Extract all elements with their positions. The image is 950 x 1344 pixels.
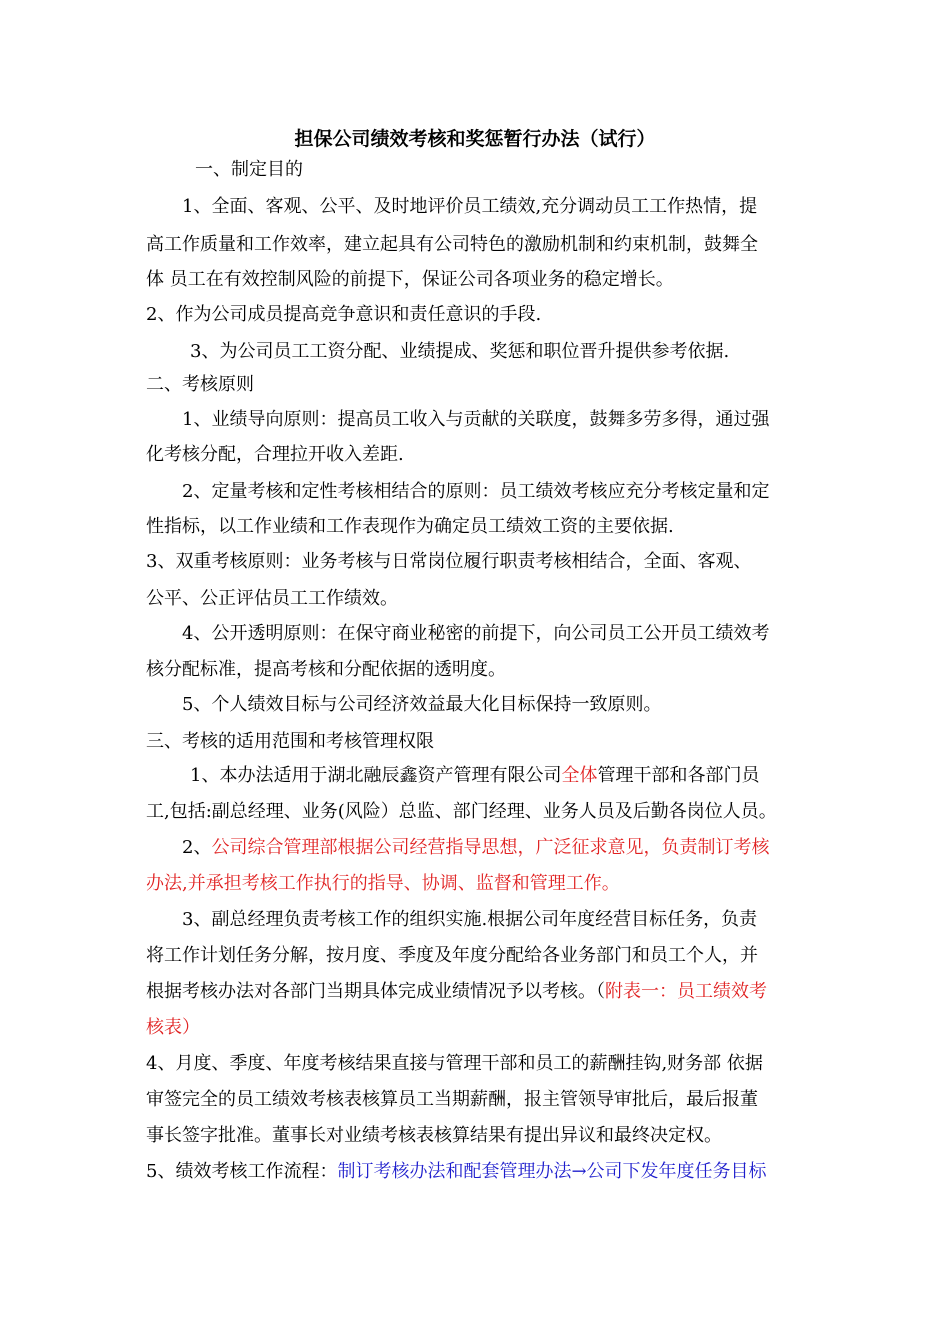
paragraph-line: 事长签字批准。董事长对业绩考核表核算结果有提出异议和最终决定权。 [146, 1125, 722, 1146]
paragraph-line: 3、为公司员工工资分配、业绩提成、奖惩和职位晋升提供参考依据. [190, 341, 730, 362]
paragraph-line [146, 980, 767, 1004]
paragraph-line: 公平、公正评估员工工作绩效。 [146, 588, 398, 609]
paragraph-line: 4、月度、季度、年度考核结果直接与管理干部和员工的薪酬挂钩,财务部 依据 [146, 1053, 763, 1074]
section-heading: 二、考核原则 [146, 374, 254, 395]
paragraph-line: 化考核分配，合理拉开收入差距. [146, 444, 404, 465]
highlight-text: 公司综合管理部根据公司经营指导思想，广泛征求意见，负责制订考核 [211, 837, 770, 858]
paragraph-line: 2、作为公司成员提高竞争意识和责任意识的手段. [146, 304, 542, 325]
highlight-text: 附表一：员工绩效考 [605, 981, 767, 1002]
highlight-text: 全体 [561, 765, 598, 786]
flow-text: 制订考核办法和配套管理办法→公司下发年度任务目标 [337, 1161, 767, 1182]
text-run: 2、 [182, 837, 212, 858]
paragraph-line: 性指标，以工作业绩和工作表现作为确定员工绩效工资的主要依据. [146, 516, 674, 537]
text-run: 1、本办法适用于湖北融辰鑫资产管理有限公司 [190, 765, 562, 786]
paragraph-line [190, 764, 759, 788]
paragraph-line: 工,包括:副总经理、业务(风险）总监、部门经理、业务人员及后勤各岗位人员。 [146, 801, 777, 822]
paragraph-line: 2、定量考核和定性考核相结合的原则：员工绩效考核应充分考核定量和定 [182, 481, 770, 502]
text-run: 根据考核办法对各部门当期具体完成业绩情况予以考核。（ [146, 981, 605, 1002]
paragraph-line: 核分配标准，提高考核和分配依据的透明度。 [146, 659, 506, 680]
text-run: 5、绩效考核工作流程： [146, 1161, 338, 1182]
paragraph-line: 体 员工在有效控制风险的前提下，保证公司各项业务的稳定增长。 [146, 269, 674, 290]
highlight-line: 办法,并承担考核工作执行的指导、协调、监督和管理工作。 [146, 873, 620, 894]
paragraph-line: 3、副总经理负责考核工作的组织实施.根据公司年度经营目标任务，负责 [182, 909, 758, 930]
text-run: 管理干部和各部门员 [597, 765, 760, 786]
paragraph-line: 高工作质量和工作效率，建立起具有公司特色的激励机制和约束机制，鼓舞全 [146, 234, 758, 255]
paragraph-line [146, 1160, 767, 1184]
section-heading: 一、制定目的 [195, 159, 303, 180]
paragraph-line: 5、个人绩效目标与公司经济效益最大化目标保持一致原则。 [182, 694, 662, 715]
page-title: 担保公司绩效考核和奖惩暂行办法（试行） [294, 128, 656, 150]
paragraph-line: 4、公开透明原则：在保守商业秘密的前提下，向公司员工公开员工绩效考 [182, 623, 770, 644]
section-heading: 三、考核的适用范围和考核管理权限 [146, 731, 434, 752]
paragraph-line: 1、全面、客观、公平、及时地评价员工绩效,充分调动员工工作热情，提 [182, 196, 758, 217]
paragraph-line: 审签完全的员工绩效考核表核算员工当期薪酬，报主管领导审批后，最后报董 [146, 1089, 758, 1110]
paragraph-line: 3、双重考核原则：业务考核与日常岗位履行职责考核相结合，全面、客观、 [146, 551, 752, 572]
paragraph-line: 1、业绩导向原则：提高员工收入与贡献的关联度，鼓舞多劳多得，通过强 [182, 409, 770, 430]
paragraph-line [182, 836, 769, 860]
paragraph-line: 将工作计划任务分解，按月度、季度及年度分配给各业务部门和员工个人，并 [146, 945, 758, 966]
highlight-line: 核表） [146, 1017, 200, 1038]
